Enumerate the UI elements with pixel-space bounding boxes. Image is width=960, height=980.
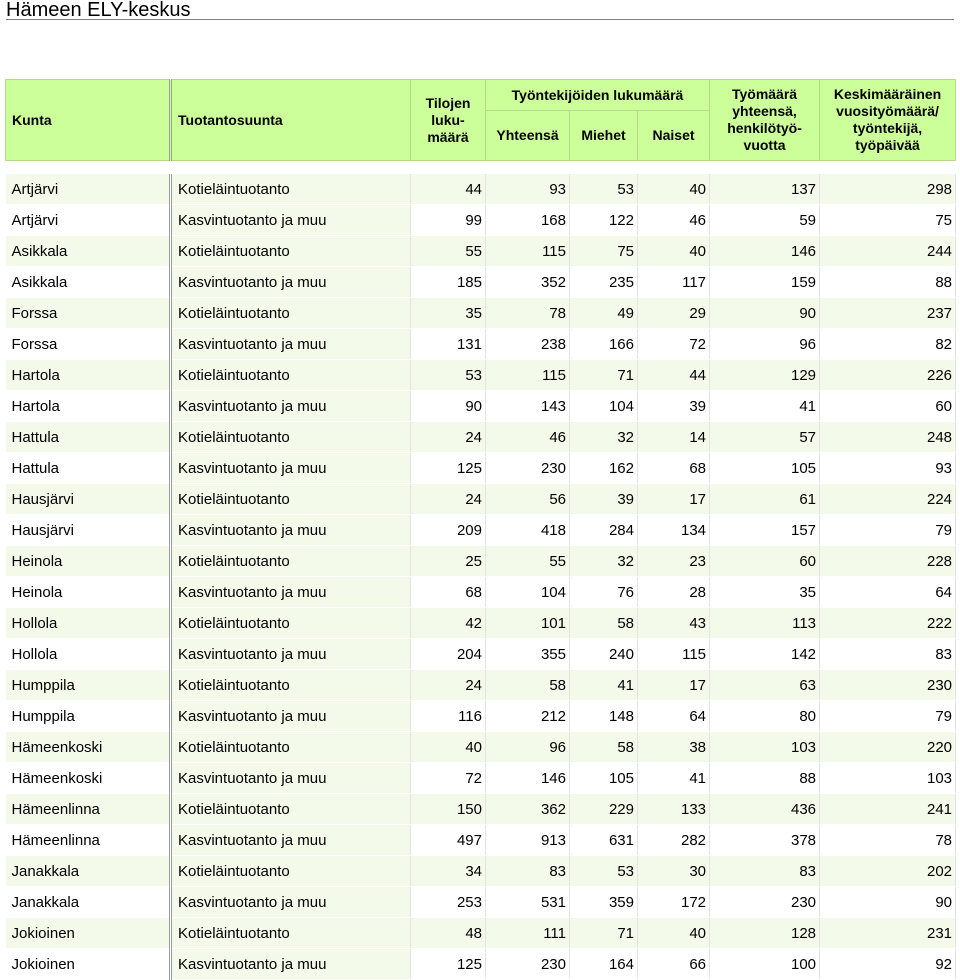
cell-tuotantosuunta: Kasvintuotanto ja muu xyxy=(171,763,411,794)
cell-kunta: Artjärvi xyxy=(6,174,171,205)
cell-yhteensa: 146 xyxy=(486,763,570,794)
cell-tilojen-lukumaara: 150 xyxy=(411,794,486,825)
column-group-tyontekijoiden-lukumaara: Työntekijöiden lukumäärä xyxy=(486,80,710,111)
table-row xyxy=(6,174,956,205)
table-row xyxy=(6,205,956,236)
cell-keskimaarainen: 224 xyxy=(820,484,956,515)
cell-naiset: 41 xyxy=(638,763,710,794)
cell-tuotantosuunta: Kotieläintuotanto xyxy=(171,360,411,391)
cell-yhteensa: 56 xyxy=(486,484,570,515)
tilojen-line-3: määrä xyxy=(427,128,469,145)
title-divider xyxy=(6,19,954,20)
cell-yhteensa: 238 xyxy=(486,329,570,360)
cell-miehet: 104 xyxy=(570,391,638,422)
cell-keskimaarainen: 222 xyxy=(820,608,956,639)
cell-tyomaara: 157 xyxy=(710,515,820,546)
cell-tyomaara: 129 xyxy=(710,360,820,391)
cell-tyomaara: 90 xyxy=(710,298,820,329)
cell-kunta: Hausjärvi xyxy=(6,515,171,546)
tyomaara-line-1: Työmäärä xyxy=(731,86,798,102)
cell-tilojen-lukumaara: 55 xyxy=(411,236,486,267)
cell-tyomaara: 146 xyxy=(710,236,820,267)
cell-yhteensa: 111 xyxy=(486,918,570,949)
cell-naiset: 46 xyxy=(638,205,710,236)
cell-yhteensa: 93 xyxy=(486,174,570,205)
cell-naiset: 40 xyxy=(638,918,710,949)
cell-yhteensa: 104 xyxy=(486,577,570,608)
cell-tilojen-lukumaara: 125 xyxy=(411,949,486,980)
cell-keskimaarainen: 83 xyxy=(820,639,956,670)
cell-naiset: 28 xyxy=(638,577,710,608)
cell-tuotantosuunta: Kasvintuotanto ja muu xyxy=(171,701,411,732)
cell-kunta: Hollola xyxy=(6,639,171,670)
cell-kunta: Heinola xyxy=(6,577,171,608)
cell-tilojen-lukumaara: 35 xyxy=(411,298,486,329)
page-title: Hämeen ELY-keskus xyxy=(6,0,191,21)
column-header-miehet: Miehet xyxy=(570,111,638,161)
cell-kunta: Hartola xyxy=(6,360,171,391)
cell-kunta: Humppila xyxy=(6,701,171,732)
cell-yhteensa: 362 xyxy=(486,794,570,825)
cell-miehet: 39 xyxy=(570,484,638,515)
cell-yhteensa: 78 xyxy=(486,298,570,329)
cell-keskimaarainen: 64 xyxy=(820,577,956,608)
cell-yhteensa: 352 xyxy=(486,267,570,298)
cell-tyomaara: 100 xyxy=(710,949,820,980)
cell-tilojen-lukumaara: 48 xyxy=(411,918,486,949)
cell-keskimaarainen: 202 xyxy=(820,856,956,887)
cell-miehet: 164 xyxy=(570,949,638,980)
cell-kunta: Hämeenkoski xyxy=(6,732,171,763)
cell-yhteensa: 230 xyxy=(486,453,570,484)
cell-naiset: 133 xyxy=(638,794,710,825)
cell-naiset: 134 xyxy=(638,515,710,546)
cell-keskimaarainen: 79 xyxy=(820,701,956,732)
cell-kunta: Janakkala xyxy=(6,887,171,918)
cell-yhteensa: 230 xyxy=(486,949,570,980)
column-header-kunta: Kunta xyxy=(6,80,171,161)
cell-naiset: 29 xyxy=(638,298,710,329)
cell-naiset: 172 xyxy=(638,887,710,918)
cell-tuotantosuunta: Kotieläintuotanto xyxy=(171,918,411,949)
cell-yhteensa: 531 xyxy=(486,887,570,918)
column-header-tilojen-lukumaara xyxy=(411,80,486,161)
column-header-yhteensa: Yhteensä xyxy=(486,111,570,161)
table-row xyxy=(6,236,956,267)
cell-naiset: 23 xyxy=(638,546,710,577)
cell-keskimaarainen: 237 xyxy=(820,298,956,329)
cell-miehet: 162 xyxy=(570,453,638,484)
cell-miehet: 76 xyxy=(570,577,638,608)
cell-tilojen-lukumaara: 209 xyxy=(411,515,486,546)
cell-tuotantosuunta: Kotieläintuotanto xyxy=(171,484,411,515)
cell-keskimaarainen: 88 xyxy=(820,267,956,298)
cell-tyomaara: 83 xyxy=(710,856,820,887)
cell-tuotantosuunta: Kasvintuotanto ja muu xyxy=(171,887,411,918)
table-row xyxy=(6,391,956,422)
cell-tyomaara: 96 xyxy=(710,329,820,360)
cell-tyomaara: 230 xyxy=(710,887,820,918)
cell-kunta: Hartola xyxy=(6,391,171,422)
cell-naiset: 30 xyxy=(638,856,710,887)
tilojen-line-2: luku- xyxy=(431,111,465,128)
cell-miehet: 105 xyxy=(570,763,638,794)
cell-kunta: Humppila xyxy=(6,670,171,701)
table-row xyxy=(6,453,956,484)
table-body xyxy=(6,174,956,980)
cell-tyomaara: 142 xyxy=(710,639,820,670)
cell-tuotantosuunta: Kotieläintuotanto xyxy=(171,422,411,453)
cell-yhteensa: 168 xyxy=(486,205,570,236)
cell-naiset: 17 xyxy=(638,670,710,701)
cell-keskimaarainen: 244 xyxy=(820,236,956,267)
cell-miehet: 166 xyxy=(570,329,638,360)
cell-tuotantosuunta: Kotieläintuotanto xyxy=(171,856,411,887)
cell-miehet: 71 xyxy=(570,360,638,391)
cell-tilojen-lukumaara: 185 xyxy=(411,267,486,298)
cell-tyomaara: 63 xyxy=(710,670,820,701)
cell-kunta: Asikkala xyxy=(6,236,171,267)
cell-keskimaarainen: 78 xyxy=(820,825,956,856)
cell-tuotantosuunta: Kotieläintuotanto xyxy=(171,298,411,329)
table-row xyxy=(6,794,956,825)
cell-yhteensa: 212 xyxy=(486,701,570,732)
cell-tilojen-lukumaara: 53 xyxy=(411,360,486,391)
table-row xyxy=(6,546,956,577)
cell-tuotantosuunta: Kasvintuotanto ja muu xyxy=(171,329,411,360)
cell-kunta: Hollola xyxy=(6,608,171,639)
cell-tilojen-lukumaara: 34 xyxy=(411,856,486,887)
cell-tilojen-lukumaara: 72 xyxy=(411,763,486,794)
cell-miehet: 240 xyxy=(570,639,638,670)
cell-naiset: 17 xyxy=(638,484,710,515)
table-row xyxy=(6,267,956,298)
cell-yhteensa: 101 xyxy=(486,608,570,639)
cell-yhteensa: 58 xyxy=(486,670,570,701)
cell-miehet: 229 xyxy=(570,794,638,825)
tilojen-line-1: Tilojen xyxy=(425,94,471,111)
cell-kunta: Hausjärvi xyxy=(6,484,171,515)
keski-line-1: Keskimääräinen xyxy=(833,86,942,102)
cell-tilojen-lukumaara: 44 xyxy=(411,174,486,205)
cell-miehet: 71 xyxy=(570,918,638,949)
column-header-keskimaarainen xyxy=(820,80,956,161)
cell-miehet: 41 xyxy=(570,670,638,701)
cell-kunta: Hämeenkoski xyxy=(6,763,171,794)
cell-tuotantosuunta: Kasvintuotanto ja muu xyxy=(171,391,411,422)
cell-tyomaara: 60 xyxy=(710,546,820,577)
keski-line-2: vuosityömäärä/ xyxy=(836,103,939,119)
table-row xyxy=(6,484,956,515)
cell-tuotantosuunta: Kotieläintuotanto xyxy=(171,236,411,267)
cell-tilojen-lukumaara: 131 xyxy=(411,329,486,360)
table-row xyxy=(6,856,956,887)
cell-naiset: 115 xyxy=(638,639,710,670)
cell-yhteensa: 913 xyxy=(486,825,570,856)
cell-keskimaarainen: 79 xyxy=(820,515,956,546)
cell-keskimaarainen: 82 xyxy=(820,329,956,360)
cell-tyomaara: 59 xyxy=(710,205,820,236)
cell-keskimaarainen: 93 xyxy=(820,453,956,484)
header-spacer xyxy=(6,161,956,175)
column-header-tyomaara xyxy=(710,80,820,161)
cell-tilojen-lukumaara: 24 xyxy=(411,484,486,515)
farm-labour-table xyxy=(5,79,956,980)
cell-yhteensa: 83 xyxy=(486,856,570,887)
cell-keskimaarainen: 220 xyxy=(820,732,956,763)
cell-naiset: 64 xyxy=(638,701,710,732)
cell-tilojen-lukumaara: 24 xyxy=(411,422,486,453)
tyomaara-line-4: vuotta xyxy=(743,137,786,153)
column-header-tuotantosuunta: Tuotantosuunta xyxy=(171,80,411,161)
cell-miehet: 359 xyxy=(570,887,638,918)
cell-tuotantosuunta: Kasvintuotanto ja muu xyxy=(171,639,411,670)
cell-naiset: 40 xyxy=(638,174,710,205)
cell-naiset: 44 xyxy=(638,360,710,391)
cell-tyomaara: 105 xyxy=(710,453,820,484)
cell-tyomaara: 80 xyxy=(710,701,820,732)
cell-tuotantosuunta: Kasvintuotanto ja muu xyxy=(171,267,411,298)
cell-tuotantosuunta: Kotieläintuotanto xyxy=(171,174,411,205)
cell-tyomaara: 378 xyxy=(710,825,820,856)
cell-kunta: Forssa xyxy=(6,298,171,329)
keski-line-3: työntekijä, xyxy=(852,120,923,136)
cell-tuotantosuunta: Kasvintuotanto ja muu xyxy=(171,453,411,484)
cell-keskimaarainen: 92 xyxy=(820,949,956,980)
cell-miehet: 58 xyxy=(570,732,638,763)
cell-tilojen-lukumaara: 68 xyxy=(411,577,486,608)
table-row xyxy=(6,918,956,949)
cell-tilojen-lukumaara: 42 xyxy=(411,608,486,639)
cell-yhteensa: 96 xyxy=(486,732,570,763)
cell-tilojen-lukumaara: 25 xyxy=(411,546,486,577)
cell-miehet: 32 xyxy=(570,422,638,453)
column-header-naiset: Naiset xyxy=(638,111,710,161)
cell-kunta: Hämeenlinna xyxy=(6,825,171,856)
cell-yhteensa: 355 xyxy=(486,639,570,670)
table-row xyxy=(6,949,956,980)
table-row xyxy=(6,763,956,794)
table-row xyxy=(6,639,956,670)
cell-tuotantosuunta: Kotieläintuotanto xyxy=(171,794,411,825)
cell-naiset: 40 xyxy=(638,236,710,267)
table-row xyxy=(6,825,956,856)
cell-miehet: 49 xyxy=(570,298,638,329)
table-row xyxy=(6,298,956,329)
cell-tilojen-lukumaara: 125 xyxy=(411,453,486,484)
cell-keskimaarainen: 230 xyxy=(820,670,956,701)
cell-tyomaara: 159 xyxy=(710,267,820,298)
cell-yhteensa: 418 xyxy=(486,515,570,546)
cell-yhteensa: 55 xyxy=(486,546,570,577)
cell-miehet: 58 xyxy=(570,608,638,639)
cell-naiset: 43 xyxy=(638,608,710,639)
cell-tyomaara: 113 xyxy=(710,608,820,639)
cell-tyomaara: 137 xyxy=(710,174,820,205)
cell-kunta: Forssa xyxy=(6,329,171,360)
cell-keskimaarainen: 60 xyxy=(820,391,956,422)
cell-naiset: 14 xyxy=(638,422,710,453)
cell-tilojen-lukumaara: 116 xyxy=(411,701,486,732)
cell-miehet: 53 xyxy=(570,856,638,887)
table-row xyxy=(6,732,956,763)
cell-tilojen-lukumaara: 204 xyxy=(411,639,486,670)
cell-naiset: 282 xyxy=(638,825,710,856)
cell-tilojen-lukumaara: 99 xyxy=(411,205,486,236)
cell-miehet: 235 xyxy=(570,267,638,298)
cell-tuotantosuunta: Kotieläintuotanto xyxy=(171,608,411,639)
keski-line-4: työpäivää xyxy=(855,137,920,153)
cell-miehet: 122 xyxy=(570,205,638,236)
cell-keskimaarainen: 231 xyxy=(820,918,956,949)
cell-naiset: 66 xyxy=(638,949,710,980)
cell-keskimaarainen: 103 xyxy=(820,763,956,794)
cell-keskimaarainen: 248 xyxy=(820,422,956,453)
cell-tyomaara: 88 xyxy=(710,763,820,794)
table-row xyxy=(6,577,956,608)
tyomaara-line-2: yhteensä, xyxy=(732,103,797,119)
table-row xyxy=(6,670,956,701)
table-row xyxy=(6,701,956,732)
cell-tyomaara: 128 xyxy=(710,918,820,949)
cell-tuotantosuunta: Kasvintuotanto ja muu xyxy=(171,515,411,546)
cell-kunta: Jokioinen xyxy=(6,949,171,980)
cell-keskimaarainen: 75 xyxy=(820,205,956,236)
cell-tuotantosuunta: Kotieläintuotanto xyxy=(171,546,411,577)
cell-tyomaara: 41 xyxy=(710,391,820,422)
tyomaara-line-3: henkilötyö- xyxy=(727,120,802,136)
table-row xyxy=(6,608,956,639)
cell-miehet: 75 xyxy=(570,236,638,267)
table-row xyxy=(6,887,956,918)
cell-tuotantosuunta: Kotieläintuotanto xyxy=(171,732,411,763)
cell-kunta: Hämeenlinna xyxy=(6,794,171,825)
cell-tilojen-lukumaara: 253 xyxy=(411,887,486,918)
cell-tyomaara: 103 xyxy=(710,732,820,763)
cell-yhteensa: 143 xyxy=(486,391,570,422)
cell-naiset: 72 xyxy=(638,329,710,360)
cell-keskimaarainen: 90 xyxy=(820,887,956,918)
cell-naiset: 68 xyxy=(638,453,710,484)
cell-kunta: Jokioinen xyxy=(6,918,171,949)
cell-kunta: Janakkala xyxy=(6,856,171,887)
cell-keskimaarainen: 298 xyxy=(820,174,956,205)
cell-tuotantosuunta: Kasvintuotanto ja muu xyxy=(171,949,411,980)
cell-tyomaara: 61 xyxy=(710,484,820,515)
cell-keskimaarainen: 228 xyxy=(820,546,956,577)
cell-miehet: 631 xyxy=(570,825,638,856)
table-row xyxy=(6,360,956,391)
cell-kunta: Hattula xyxy=(6,422,171,453)
cell-miehet: 53 xyxy=(570,174,638,205)
cell-kunta: Heinola xyxy=(6,546,171,577)
cell-tilojen-lukumaara: 24 xyxy=(411,670,486,701)
cell-naiset: 38 xyxy=(638,732,710,763)
cell-kunta: Artjärvi xyxy=(6,205,171,236)
cell-miehet: 32 xyxy=(570,546,638,577)
table-row xyxy=(6,329,956,360)
cell-tilojen-lukumaara: 90 xyxy=(411,391,486,422)
cell-tuotantosuunta: Kasvintuotanto ja muu xyxy=(171,577,411,608)
cell-tuotantosuunta: Kotieläintuotanto xyxy=(171,670,411,701)
cell-naiset: 39 xyxy=(638,391,710,422)
cell-keskimaarainen: 241 xyxy=(820,794,956,825)
cell-tilojen-lukumaara: 40 xyxy=(411,732,486,763)
cell-tuotantosuunta: Kasvintuotanto ja muu xyxy=(171,825,411,856)
cell-yhteensa: 115 xyxy=(486,360,570,391)
cell-yhteensa: 46 xyxy=(486,422,570,453)
cell-tilojen-lukumaara: 497 xyxy=(411,825,486,856)
table-row xyxy=(6,515,956,546)
cell-miehet: 284 xyxy=(570,515,638,546)
cell-tuotantosuunta: Kasvintuotanto ja muu xyxy=(171,205,411,236)
cell-tyomaara: 57 xyxy=(710,422,820,453)
table-row xyxy=(6,422,956,453)
cell-kunta: Hattula xyxy=(6,453,171,484)
cell-naiset: 117 xyxy=(638,267,710,298)
cell-tyomaara: 436 xyxy=(710,794,820,825)
cell-tyomaara: 35 xyxy=(710,577,820,608)
cell-keskimaarainen: 226 xyxy=(820,360,956,391)
cell-miehet: 148 xyxy=(570,701,638,732)
cell-yhteensa: 115 xyxy=(486,236,570,267)
cell-kunta: Asikkala xyxy=(6,267,171,298)
